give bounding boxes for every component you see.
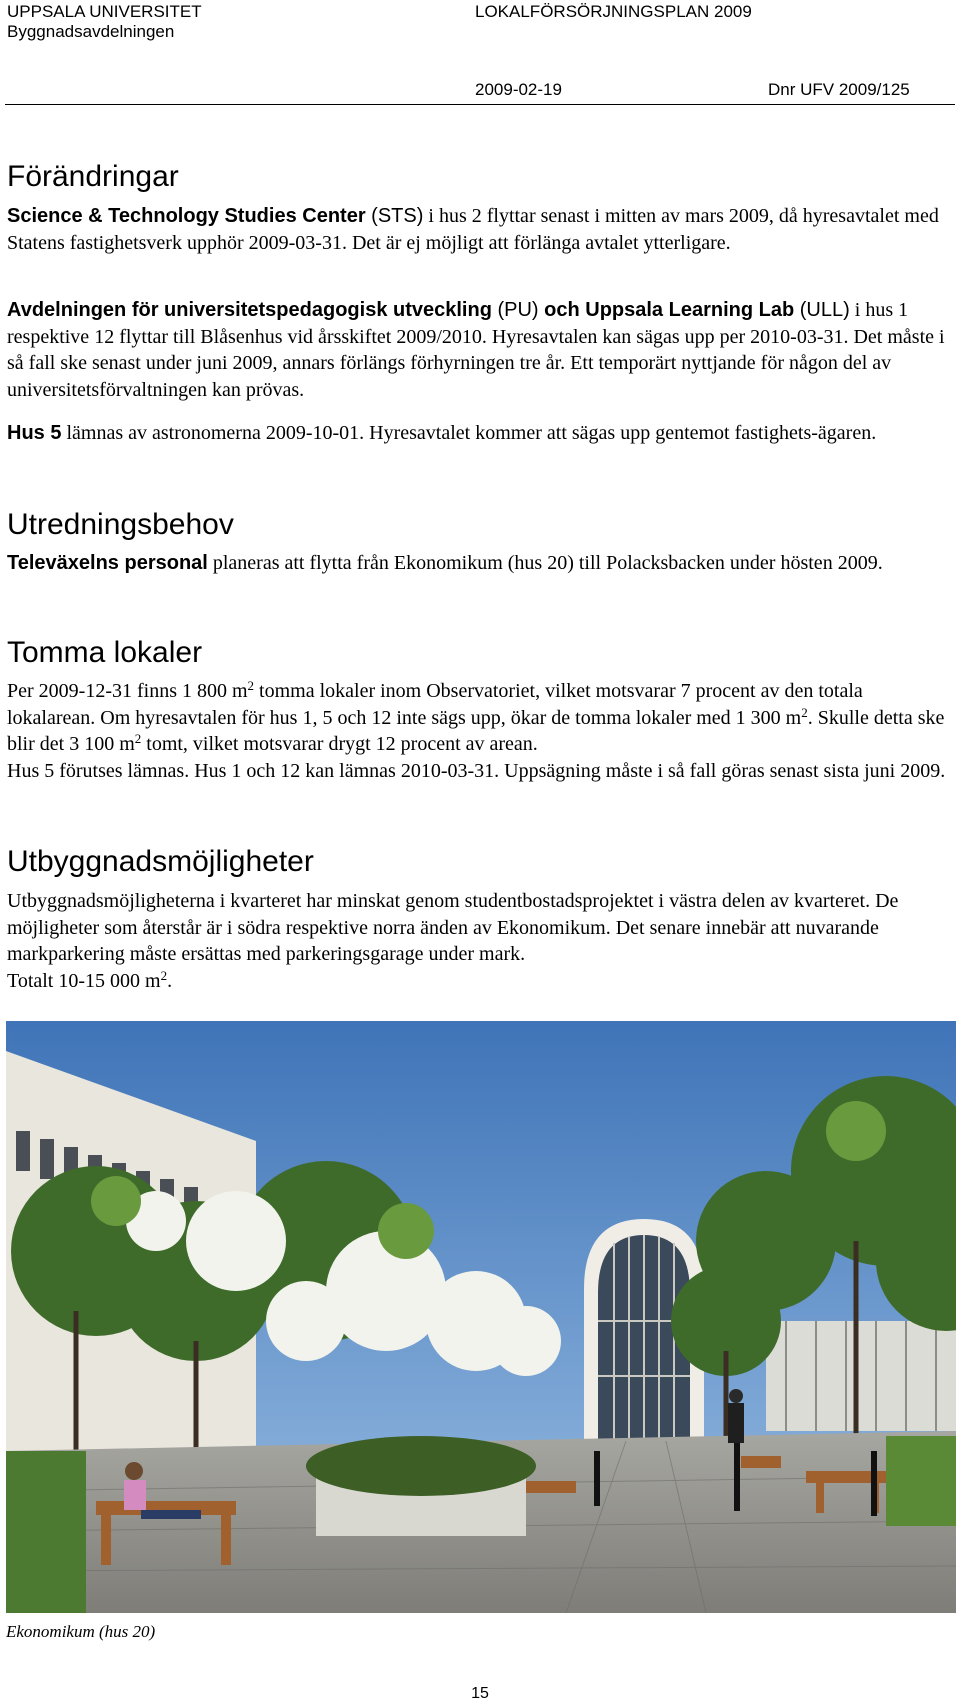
ekonomikum-photo [6, 1021, 956, 1613]
header-rule [5, 104, 955, 105]
superscript-2: 2 [134, 731, 142, 746]
sts-text: i hus 2 flyttar senast i mitten av mars 2009, då hyresavtalet med Statens fastighetsverk upphör 2009-03-31. Det är ej möjligt att förlänga avtalet ytterligare. [7, 205, 939, 254]
paragraph-sts [7, 203, 953, 256]
pu-name: Avdelningen för universitetspedagogisk utveckling [7, 299, 492, 321]
utbyggnad-total: Totalt 10-15 000 m [7, 969, 161, 992]
paragraph-televaxel [7, 550, 953, 577]
paragraph-tomma-lokaler [7, 678, 953, 784]
paragraph-utbyggnad [7, 888, 953, 994]
tomma-text-3: . Skulle detta ske blir det 3 100 m [7, 706, 945, 755]
ekonomikum-photo-illustration [6, 1021, 956, 1613]
tomma-text-1: Per 2009-12-31 finns 1 800 m [7, 680, 248, 702]
tomma-text-4: tomt, vilket motsvarar drygt 12 procent av arean. [141, 733, 538, 755]
department-name: Byggnadsavdelningen [7, 22, 175, 41]
superscript-2: 2 [801, 704, 808, 720]
university-name: UPPSALA UNIVERSITET [7, 2, 202, 21]
registration-number: Dnr UFV 2009/125 [768, 80, 910, 99]
ull-abbr: (ULL) [794, 299, 850, 321]
document-title: LOKALFÖRSÖRJNINGSPLAN 2009 [475, 2, 752, 21]
ull-name: och Uppsala Learning Lab [544, 299, 795, 321]
tomma-text-2: tomma lokaler inom Observatoriet, vilket motsvarar 7 procent av den totala lokalarean. Om hyresavtalen för hus 1, 5 och 12 inte sägs upp, ökar de tomma lokaler med 1 300 m [7, 680, 863, 729]
heading-utredningsbehov: Utredningsbehov [7, 508, 234, 541]
superscript-2: 2 [247, 678, 255, 693]
heading-utbyggnad: Utbyggnadsmöjligheter [7, 845, 314, 878]
televaxel-text: planeras att flytta från Ekonomikum (hus 20) till Polacksbacken under hösten 2009. [207, 552, 883, 574]
heading-tomma-lokaler: Tomma lokaler [7, 636, 203, 669]
utbyggnad-total-end: . [167, 969, 173, 992]
sts-abbr: (STS) [365, 205, 424, 227]
sts-name: Science & Technology Studies Center [7, 205, 366, 227]
hus5-label: Hus 5 [7, 422, 62, 444]
photo-caption: Ekonomikum (hus 20) [6, 1622, 156, 1641]
pu-ull-text: i hus 1 respektive 12 flyttar till Blåsenhus vid årsskiftet 2009/2010. Hyresavtalen kan sägas upp per 2010-03-31. Det måste i så fall ske senast under juni 2009, annars förlängs förhyrningen tre år. Ett temporärt nyttjande för någon del av universitetsförvaltningen kan prövas. [7, 299, 945, 401]
heading-forandringar: Förändringar [7, 160, 179, 193]
televaxel-label: Televäxelns personal [7, 552, 208, 574]
utbyggnad-text: Utbyggnadsmöjligheterna i kvarteret har minskat genom studentbostadsprojektet i västra delen av kvarteret. De möjligheter som återstår är i södra respektive norra änden av Ekonomikum. Det senare innebär att nuvarande markparkering måste ersättas med parkeringsgarage under mark. [7, 890, 899, 965]
paragraph-pu-ull [7, 297, 953, 403]
hus5-text: lämnas av astronomerna 2009-10-01. Hyresavtalet kommer att sägas upp gentemot fastighets-ägaren. [61, 422, 877, 444]
document-date: 2009-02-19 [475, 80, 562, 99]
tomma-text-5: Hus 5 förutses lämnas. Hus 1 och 12 kan lämnas 2010-03-31. Uppsägning måste i så fall göras senast sista juni 2009. [7, 759, 946, 782]
superscript-2: 2 [160, 967, 168, 983]
pu-abbr: (PU) [491, 299, 545, 321]
page-number: 15 [471, 1685, 489, 1702]
paragraph-hus5 [7, 420, 953, 447]
